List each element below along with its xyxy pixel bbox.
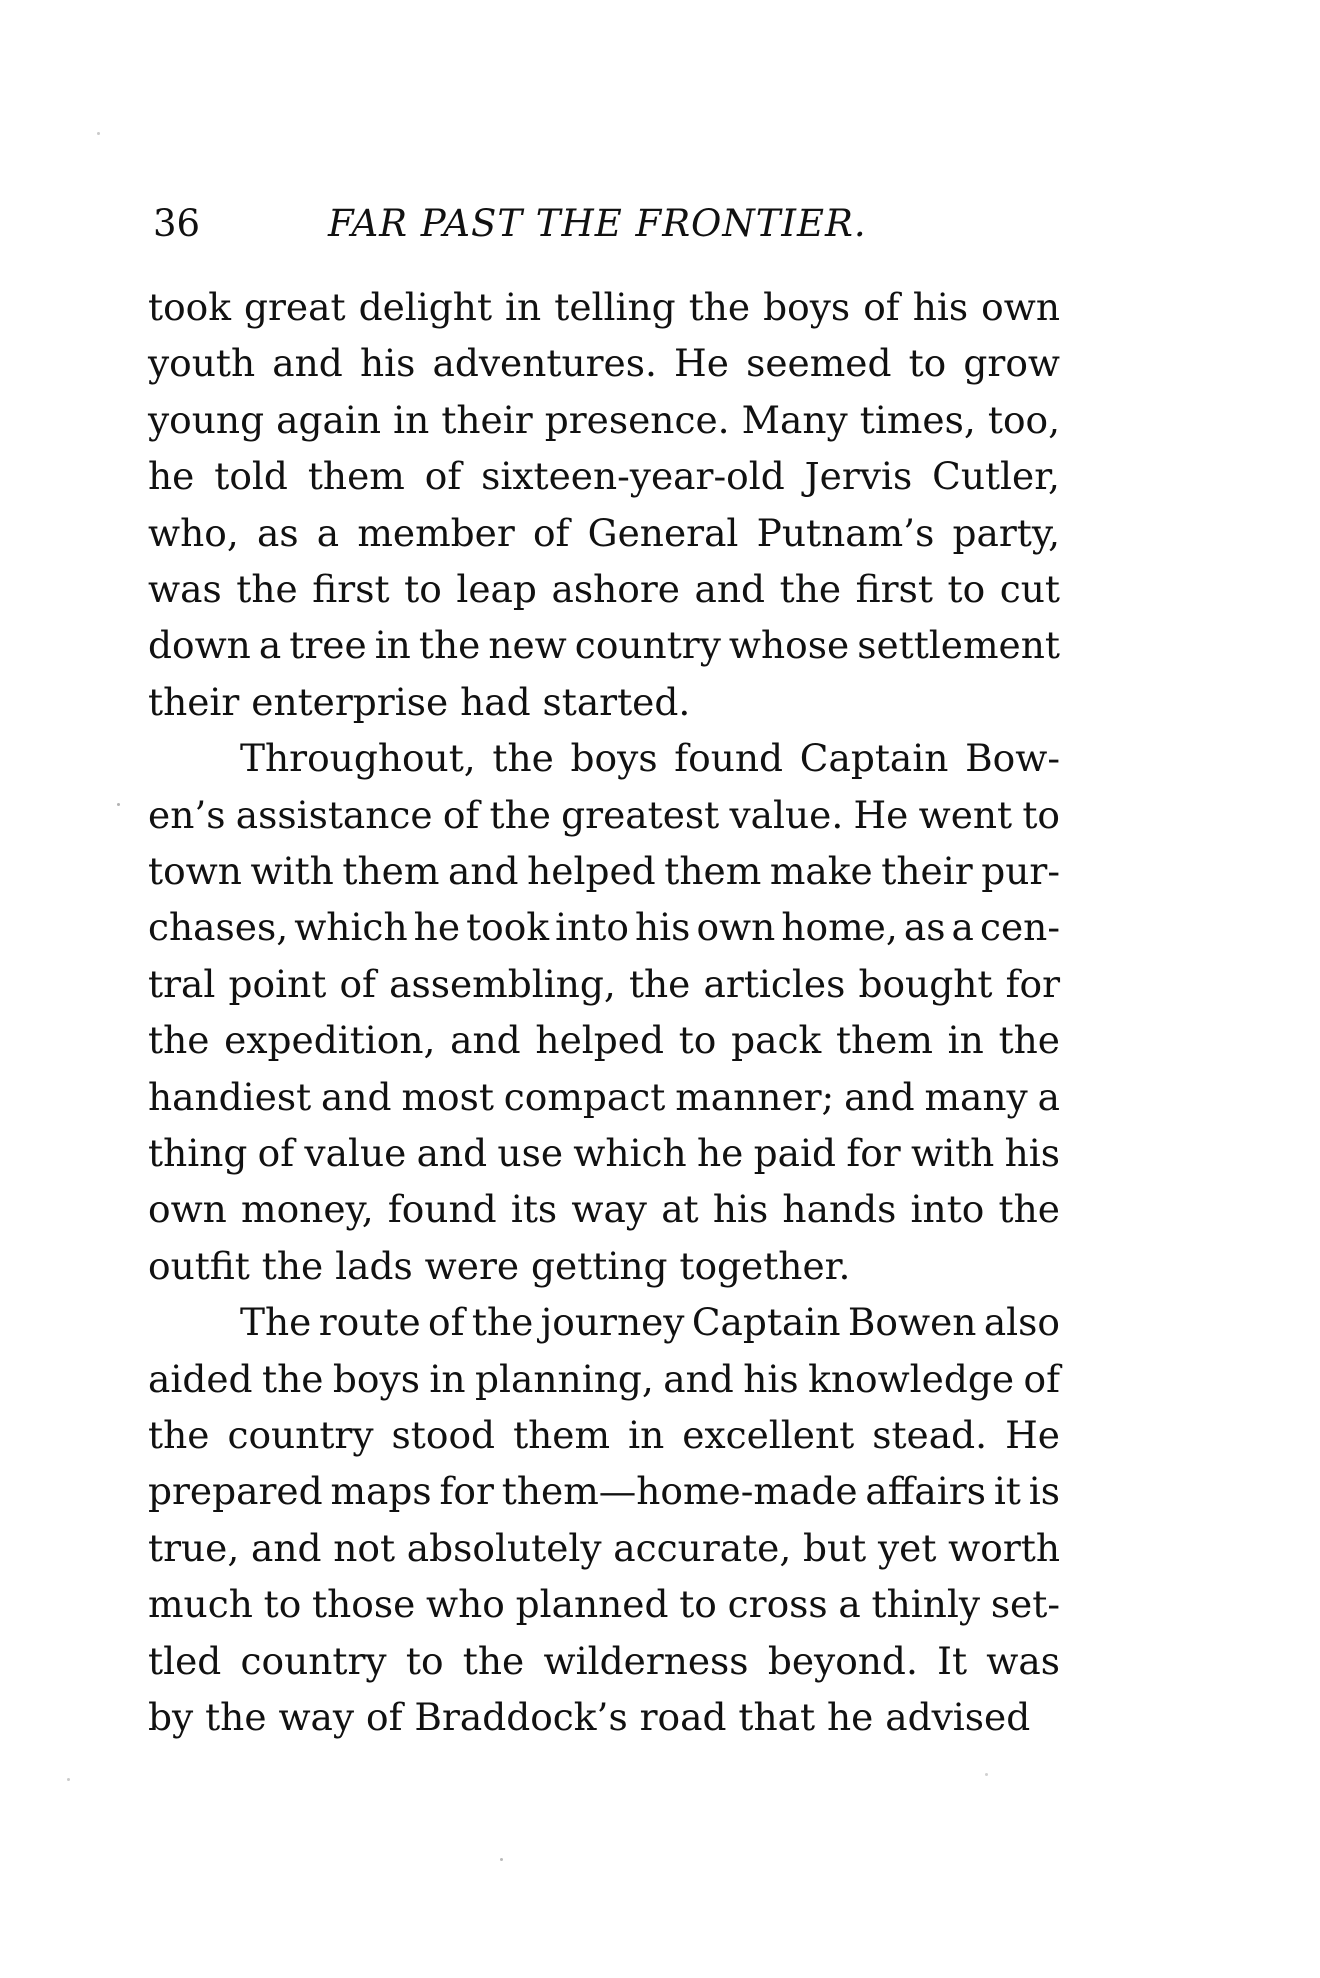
text-line: chases, which he took into his own home, as a cen- [148, 905, 1060, 950]
text-line: down a tree in the new country whose settlement [148, 623, 1060, 668]
text-line: aided the boys in planning, and his knowledge of [148, 1356, 1060, 1401]
text-line: prepared maps for them—home-made affairs it is [148, 1469, 1060, 1514]
scan-speck [985, 1773, 988, 1776]
text-line: own money, found its way at his hands into the [148, 1187, 1060, 1232]
text-line: young again in their presence. Many times, too, [148, 397, 1061, 442]
text-line: tral point of assembling, the articles bought for [148, 961, 1060, 1006]
text-line: tled country to the wilderness beyond. It was [148, 1638, 1061, 1683]
text-line: outfit the lads were getting together. [148, 1243, 851, 1288]
page-number: 36 [153, 202, 201, 245]
text-line: he told them of sixteen-year-old Jervis Cutler, [148, 454, 1060, 499]
text-line: en’s assistance of the greatest value. He went to [148, 792, 1060, 837]
text-line: by the way of Braddock’s road that he advised [148, 1695, 1031, 1739]
text-line: handiest and most compact manner; and many a [148, 1074, 1060, 1119]
scan-speck [97, 132, 100, 135]
text-line: much to those who planned to cross a thinly set- [148, 1582, 1060, 1627]
text-line: was the first to leap ashore and the first to cut [148, 567, 1060, 611]
text-line: The route of the journey Captain Bowen also [240, 1300, 1060, 1345]
text-line: the expedition, and helped to pack them in the [148, 1018, 1060, 1063]
scan-speck [117, 803, 120, 806]
running-head [153, 200, 1153, 248]
text-line: true, and not absolutely accurate, but yet worth [148, 1525, 1060, 1570]
text-line: thing of value and use which he paid for with his [148, 1131, 1060, 1175]
running-title: FAR PAST THE FRONTIER. [328, 202, 867, 245]
scan-speck [500, 1858, 503, 1861]
scan-speck [67, 1778, 70, 1781]
text-line: took great delight in telling the boys of his own [148, 285, 1061, 329]
text-line: who, as a member of General Putnam’s party, [148, 510, 1061, 555]
text-line: the country stood them in excellent stead. He [148, 1413, 1060, 1457]
text-line: their enterprise had started. [148, 679, 691, 724]
text-line: town with them and helped them make their pur- [148, 849, 1061, 893]
text-line: Throughout, the boys found Captain Bow- [240, 736, 1061, 781]
text-line: youth and his adventures. He seemed to grow [148, 341, 1061, 386]
